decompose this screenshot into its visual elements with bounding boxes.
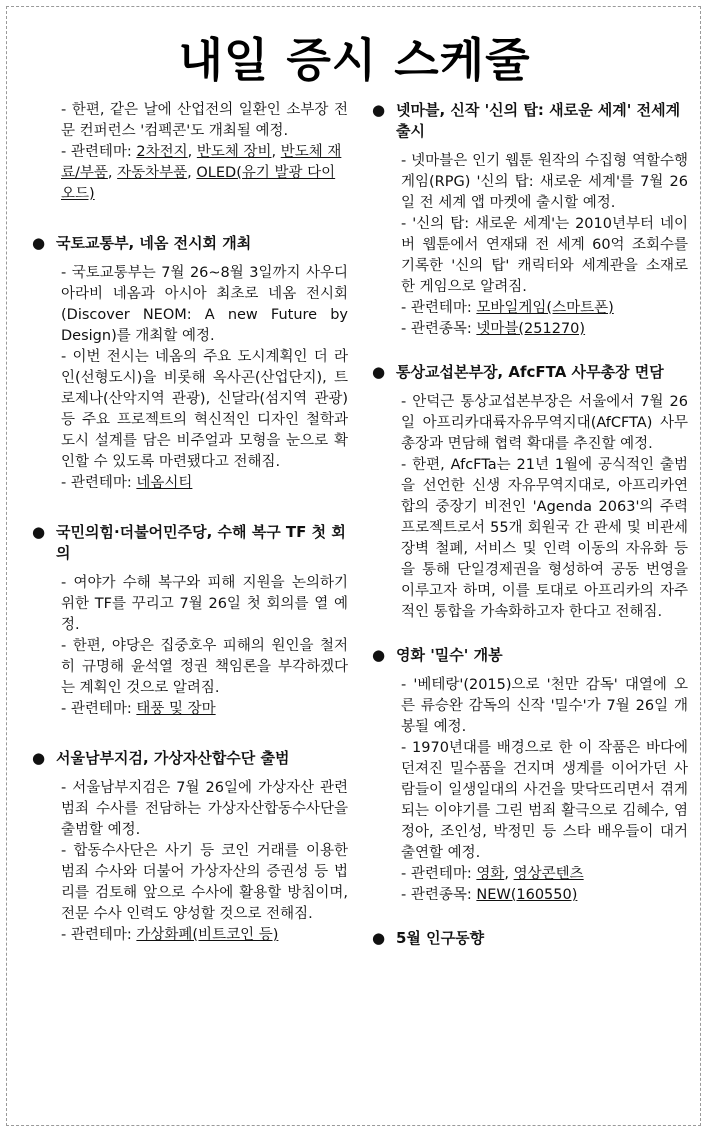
- paragraph: - 이번 전시는 네옴의 주요 도시계획인 더 라인(선형도시)을 비롯해 옥사곤(산업단지), 트로제나(산악지역 관광), 신달라(섬지역 관광) 등 주요 프로젝트의 혁신적인 디자인 철학과 도시 설계를 담은 비주얼과 모형을 눈으로 확인할 수 있도록 마련됐다고 전해짐.: [61, 349, 348, 470]
- related-themes: [30, 925, 348, 946]
- related-stock-label: - 관련종목:: [401, 321, 472, 337]
- section-title: 국토교통부, 네옴 전시회 개최: [56, 234, 252, 252]
- theme-link-semiconductor-materials[interactable]: 반도체 재료/부품: [61, 144, 342, 181]
- paragraph: - 한편, AfcFTa는 21년 1월에 공식적인 출범을 선언한 신생 자유무역지대로, 아프리카연합의 중장기 비전인 'Agenda 2063'의 주력 프로젝트로서 55개 회원국 간 관세 및 비관세장벽 철폐, 서비스 및 인력 이동의 자유화 등을 통해 단일경제권을 형성하여 공동 번영을 이루고자 하며, 이를 토대로 아프리카의 자주적인 통합을 가속화하고자 한다고 전해짐.: [401, 457, 688, 620]
- section-heading: [370, 645, 688, 666]
- section-netmarble-launch: [370, 100, 688, 340]
- related-stock-label: - 관련종목:: [401, 887, 472, 903]
- paragraph: - 1970년대를 배경으로 한 이 작품은 바다에 던져진 밀수품을 건지며 생계를 이어가던 사람들이 일생일대의 사건을 맞닥뜨리면서 겪게 되는 이야기를 그린 범죄 활극으로 김혜수, 염정아, 조인성, 박정민 등 스타 배우들이 대거 출연할 예정.: [401, 740, 688, 861]
- right-column: [370, 100, 688, 970]
- section-title: 5월 인구동향: [396, 929, 485, 947]
- related-theme-label: - 관련테마:: [401, 866, 472, 882]
- section-neom-exhibition: [30, 233, 348, 494]
- paragraph: - 합동수사단은 사기 등 코인 거래를 이용한 범죄 수사와 더불어 가상자산의 증권성 등 법리를 검토해 앞으로 수사에 활용할 방침이며, 전문 수사 인력도 양성할 것으로 전해짐.: [61, 843, 348, 922]
- section-title: 서울남부지검, 가상자산합수단 출범: [56, 749, 290, 767]
- theme-link-mobile-game[interactable]: 모바일게임(스마트폰): [476, 300, 614, 316]
- section-heading: [370, 100, 688, 142]
- stock-link-new[interactable]: NEW(160550): [476, 887, 578, 903]
- section-heading: [370, 362, 688, 383]
- page-title: 내일 증시 스케줄: [178, 33, 531, 87]
- related-theme-label: - 관련테마:: [61, 144, 132, 160]
- paragraph: - '신의 탑: 새로운 세계'는 2010년부터 네이버 웹툰에서 연재돼 전 세계 60억 조회수를 기록한 '신의 탑' 캐릭터와 세계관을 소재로 한 게임으로 알려짐.: [401, 216, 688, 295]
- section-heading: [30, 233, 348, 254]
- related-stocks: [370, 885, 688, 906]
- theme-link-semiconductor-equipment[interactable]: 반도체 장비: [196, 144, 272, 160]
- section-title: 국민의힘·더불어민주당, 수해 복구 TF 첫 회의: [56, 523, 346, 562]
- related-theme-label: - 관련테마:: [61, 701, 132, 717]
- section-crypto-task-force: [30, 748, 348, 946]
- section-heading: [30, 522, 348, 564]
- section-flood-tf: [30, 522, 348, 720]
- related-theme-label: - 관련테마:: [61, 475, 132, 491]
- paragraph: - 한편, 야당은 집중호우 피해의 원인을 철저히 규명해 윤석열 정권 책임론을 부각하겠다는 계획인 것으로 알려짐.: [61, 638, 348, 696]
- intro-paragraph: - 한편, 같은 날에 산업전의 일환인 소부장 전문 컨퍼런스 '컴펙콘'도 개최될 예정.: [61, 102, 348, 139]
- bullet-icon: ●: [372, 101, 386, 119]
- section-heading: [30, 748, 348, 769]
- related-stocks: [370, 319, 688, 340]
- theme-link-neom-city[interactable]: 네옴시티: [136, 475, 193, 491]
- theme-link-crypto[interactable]: 가상화폐(비트코인 등): [136, 927, 279, 943]
- paragraph: - 여야가 수해 복구와 피해 지원을 논의하기 위한 TF를 꾸리고 7월 26일 첫 회의를 열 예정.: [61, 575, 348, 633]
- theme-link-video-content[interactable]: 영상콘텐츠: [513, 866, 584, 882]
- theme-link-secondary-battery[interactable]: 2차전지: [136, 144, 188, 160]
- bullet-icon: ●: [372, 363, 386, 381]
- section-title: 넷마블, 신작 '신의 탑: 새로운 세계' 전세계 출시: [396, 101, 681, 140]
- theme-link-auto-parts[interactable]: 자동차부품: [117, 165, 188, 181]
- section-title: 통상교섭본부장, AfcFTA 사무총장 면담: [396, 363, 664, 381]
- paragraph: - 서울남부지검은 7월 26일에 가상자산 관련 범죄 수사를 전담하는 가상자산합동수사단을 출범할 예정.: [61, 780, 348, 838]
- related-themes: [30, 699, 348, 720]
- section-title: 영화 '밀수' 개봉: [396, 646, 503, 664]
- related-themes: [30, 473, 348, 494]
- paragraph: - 국토교통부는 7월 26~8월 3일까지 사우디아라비 네옴과 아시아 최초로 네옴 전시회(Discover NEOM: A new Future by Design)를 개최할 예정.: [61, 265, 348, 344]
- theme-link-oled[interactable]: OLED(유기 발광 다이오드): [61, 165, 336, 202]
- section-movie-release: [370, 645, 688, 906]
- bullet-icon: ●: [372, 646, 386, 664]
- paragraph: - 안덕근 통상교섭본부장은 서울에서 7월 26일 아프리카대륙자유무역지대(AfCFTA) 사무총장과 면담해 협력 확대를 추진할 예정.: [401, 394, 688, 452]
- theme-link-typhoon-monsoon[interactable]: 태풍 및 장마: [136, 701, 216, 717]
- bullet-icon: ●: [32, 523, 46, 541]
- left-column: [30, 100, 348, 967]
- related-theme-label: - 관련테마:: [61, 927, 132, 943]
- related-themes: [370, 298, 688, 319]
- bullet-icon: ●: [372, 929, 386, 947]
- bullet-icon: ●: [32, 234, 46, 252]
- paragraph: - 넷마블은 인기 웹툰 원작의 수집형 역할수행게임(RPG) '신의 탑: 새로운 세계'를 7월 26일 전 세계 앱 마켓에 출시할 예정.: [401, 153, 688, 211]
- intro-section: [30, 100, 348, 205]
- section-afcfta-meeting: [370, 362, 688, 623]
- theme-link-movie[interactable]: 영화: [476, 866, 505, 882]
- section-heading: [370, 928, 688, 949]
- related-theme-label: - 관련테마:: [401, 300, 472, 316]
- section-population-trend: [370, 928, 688, 949]
- stock-link-netmarble[interactable]: 넷마블(251270): [476, 321, 586, 337]
- related-themes: - 관련테마: 영화, 영상콘텐츠: [401, 866, 584, 882]
- bullet-icon: ●: [32, 749, 46, 767]
- paragraph: - '베테랑'(2015)으로 '천만 감독' 대열에 오른 류승완 감독의 신작 '밀수'가 7월 26일 개봉될 예정.: [401, 677, 688, 735]
- intro-related-themes: - 관련테마: 2차전지, 반도체 장비, 반도체 재료/부품, 자동차부품, OLED(유기 발광 다이오드): [61, 144, 342, 202]
